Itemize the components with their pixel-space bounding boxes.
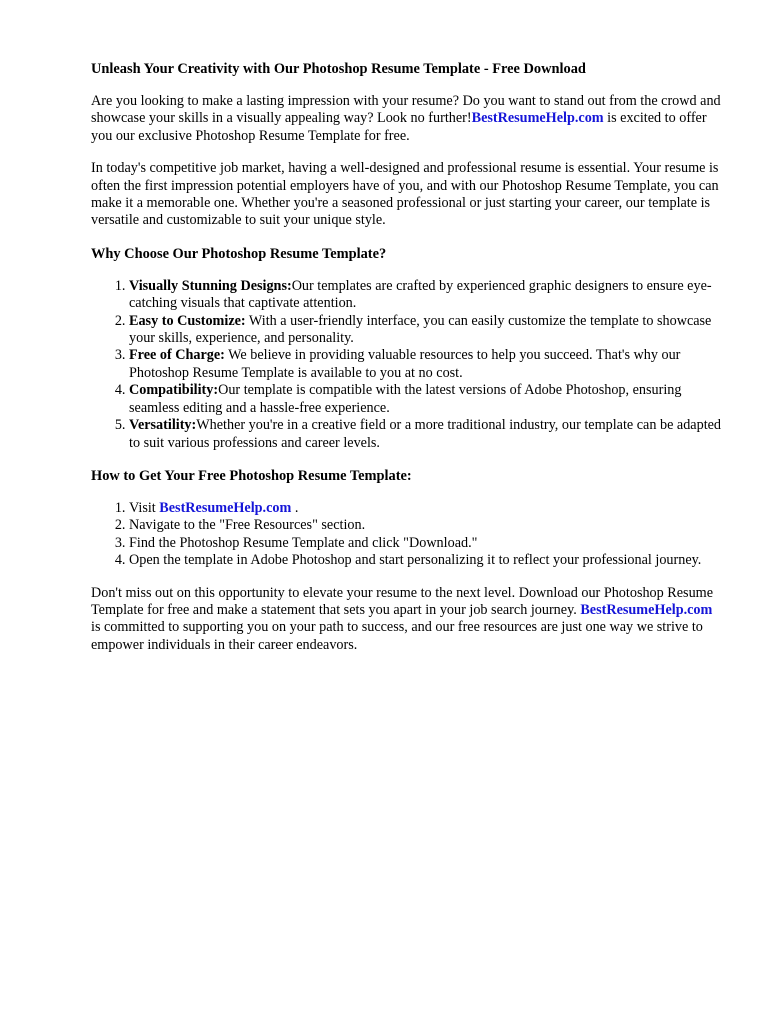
list-item [129,382,723,417]
why-item-label: Versatility: [129,417,197,434]
why-list [91,278,723,452]
step-text: Navigate to the "Free Resources" section. [129,517,366,534]
why-heading: Why Choose Our Photoshop Resume Template? [91,245,387,262]
intro-text: Are you looking to make a lasting impression with your resume? Do you want to stand out from the crowd and showcase your skills in a visually appealing way? Look no further! [91,93,721,127]
step-text: Visit [129,499,160,516]
closing-link[interactable]: BestResumeHelp.com [580,601,713,618]
intro-link[interactable]: BestResumeHelp.com [471,110,604,127]
closing-text-after: is committed to supporting you on your path to success, and our free resources are just one way we strive to empower individuals in their career endeavors. [91,619,703,653]
list-item [129,535,723,552]
step-suffix: . [291,499,299,516]
how-heading: How to Get Your Free Photoshop Resume Template: [91,467,412,484]
why-item-label: Compatibility: [129,382,219,399]
list-item [129,552,723,569]
intro-paragraph [91,93,723,145]
why-item-text: Our template is compatible with the latest versions of Adobe Photoshop, ensuring seamless editing and a hassle-free experience. [129,382,682,416]
why-item-label: Easy to Customize: [129,312,246,329]
list-item [129,347,723,382]
market-paragraph: In today's competitive job market, having a well-designed and professional resume is essential. Your resume is often the first impression potential employers have of you, and with our Photoshop Resume Template, you can make it a memorable one. Whether you're a seasoned professional or just starting your career, our template is versatile and customizable to suit your unique style. [91,160,719,229]
list-item [129,313,723,348]
why-item-text: With a user-friendly interface, you can easily customize the template to showcase your skills, experience, and personality. [129,312,712,347]
list-item [129,517,723,534]
why-item-text: Our templates are crafted by experienced graphic designers to ensure eye-catching visuals that captivate attention. [129,277,712,312]
how-list [91,500,723,570]
list-item [129,500,723,517]
closing-paragraph [91,585,723,655]
list-item [129,278,723,313]
why-item-text: We believe in providing valuable resources to help you succeed. That's why our Photoshop Resume Template is available to you at no cost. [129,347,681,381]
document-body [91,60,723,669]
why-item-label: Visually Stunning Designs: [129,277,292,294]
intro-text-after: is excited to offer you our exclusive Photoshop Resume Template for free. [91,110,707,144]
step-text: Open the template in Adobe Photoshop and start personalizing it to reflect your professional journey. [129,552,702,569]
step-link[interactable]: BestResumeHelp.com [159,499,292,516]
why-item-label: Free of Charge: [129,347,225,364]
page-title: Unleash Your Creativity with Our Photoshop Resume Template - Free Download [91,61,586,77]
why-item-text: Whether you're in a creative field or a more traditional industry, our template can be adapted to suit various professions and career levels. [129,417,722,451]
list-item [129,417,723,452]
step-text: Find the Photoshop Resume Template and click "Download." [129,534,478,551]
closing-text: Don't miss out on this opportunity to elevate your resume to the next level. Download our Photoshop Resume Template for free and make a statement that sets you apart in your job search journey. [91,584,713,618]
